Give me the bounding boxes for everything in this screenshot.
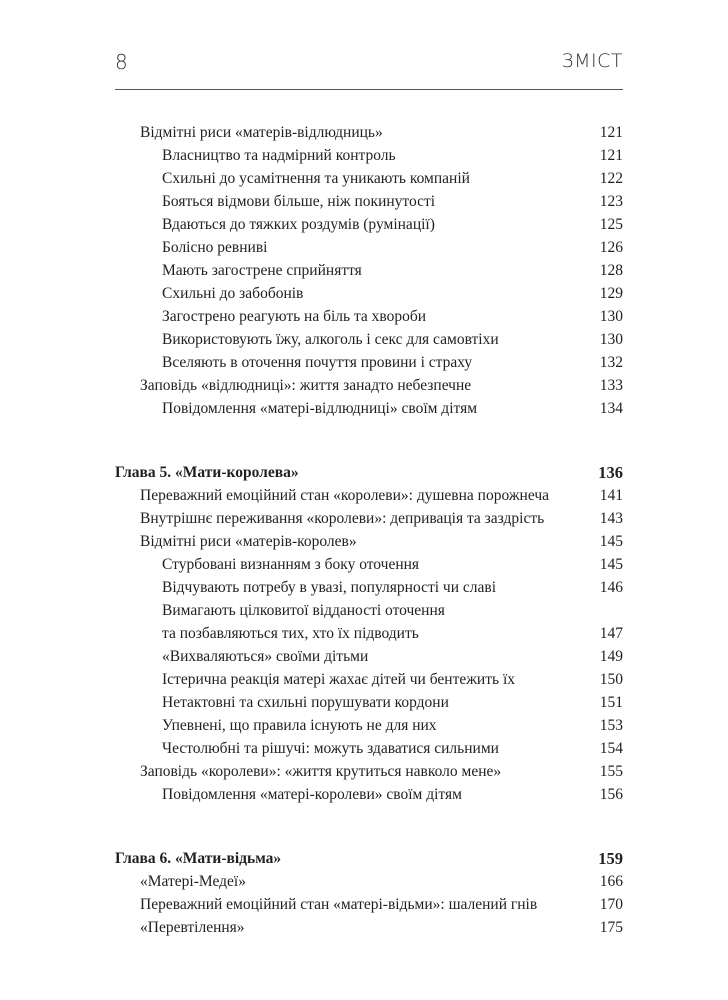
chapter-page: 136 [598, 463, 623, 482]
toc-entry[interactable] [115, 645, 623, 668]
toc-entry-page: 145 [599, 556, 623, 573]
toc-entry-page: 166 [599, 873, 623, 890]
toc-entry-page: 133 [599, 377, 623, 394]
toc-entry[interactable] [115, 397, 623, 420]
chapter-page: 159 [598, 849, 623, 868]
toc-entry[interactable] [115, 576, 623, 599]
toc-entry-label: Відмітні риси «матерів-королев» [140, 533, 357, 550]
toc-entry[interactable] [115, 553, 623, 576]
toc-entry-label: Мають загострене сприйняття [162, 262, 362, 279]
toc-entry[interactable] [115, 760, 623, 783]
toc-entry-page: 121 [599, 147, 623, 164]
toc-entry-label: Переважний емоційний стан «матері-відьми»: шалений гнів [140, 896, 538, 913]
toc-entry[interactable] [115, 599, 623, 645]
toc-entry-label: «Матері-Медеї» [140, 873, 246, 890]
toc-entry[interactable] [115, 121, 623, 144]
toc-entry-label: Бояться відмови більше, ніж покинутості [162, 193, 436, 210]
table-of-contents [115, 121, 623, 939]
toc-entry-page: 126 [599, 239, 623, 256]
chapter-title: Глава 6. «Мати-відьма» [115, 850, 282, 867]
toc-entry-page: 154 [599, 740, 623, 757]
section-gap [115, 420, 623, 461]
toc-entry-label: Болісно ревниві [162, 239, 268, 256]
toc-entry-page: 170 [599, 896, 623, 913]
toc-entry-page: 153 [599, 717, 623, 734]
toc-entry-page: 141 [599, 487, 623, 504]
toc-entry-page: 150 [599, 671, 623, 688]
toc-entry[interactable] [115, 783, 623, 806]
section-gap [115, 806, 623, 847]
toc-entry[interactable] [115, 374, 623, 397]
toc-entry[interactable] [115, 507, 623, 530]
toc-entry-page: 128 [599, 262, 623, 279]
toc-entry-label: Заповідь «відлюдниці»: життя занадто небезпечне [140, 377, 472, 394]
chapter-heading-5[interactable] [115, 461, 623, 484]
toc-entry-label: Честолюбні та рішучі: можуть здаватися сильними [162, 740, 499, 757]
toc-entry[interactable] [115, 893, 623, 916]
toc-entry-label: Власництво та надмірний контроль [162, 147, 396, 164]
toc-entry-label: «Перевтілення» [140, 919, 245, 936]
toc-entry-page: 147 [599, 625, 623, 642]
toc-entry-label: Повідомлення «матері-королеви» своїм дітям [162, 786, 462, 803]
toc-entry[interactable] [115, 236, 623, 259]
toc-entry-label: Відмітні риси «матерів-відлюдниць» [140, 124, 383, 141]
toc-entry[interactable] [115, 870, 623, 893]
toc-entry[interactable] [115, 351, 623, 374]
toc-entry[interactable] [115, 213, 623, 236]
toc-entry-label: Схильні до забобонів [162, 285, 304, 302]
toc-entry-page: 151 [599, 694, 623, 711]
page-number: 8 [115, 50, 128, 74]
toc-entry-page: 130 [599, 308, 623, 325]
toc-entry-page: 143 [599, 510, 623, 527]
toc-entry[interactable] [115, 167, 623, 190]
toc-entry[interactable] [115, 144, 623, 167]
toc-entry-label: Схильні до усамітнення та уникають компаній [162, 170, 470, 187]
toc-entry-label: Нетактовні та схильні порушувати кордони [162, 694, 449, 711]
toc-entry-page: 129 [599, 285, 623, 302]
toc-entry-label: Переважний емоційний стан «королеви»: душевна порожнеча [140, 487, 550, 504]
chapter-heading-6[interactable] [115, 847, 623, 870]
toc-entry[interactable] [115, 737, 623, 760]
toc-entry[interactable] [115, 714, 623, 737]
toc-entry-label: Використовують їжу, алкоголь і секс для самовтіхи [162, 331, 499, 348]
header-rule [115, 89, 623, 90]
toc-entry-page: 132 [599, 354, 623, 371]
toc-entry-label: Вселяють в оточення почуття провини і страху [162, 354, 473, 371]
toc-entry[interactable] [115, 668, 623, 691]
toc-entry-page: 149 [599, 648, 623, 665]
toc-entry-label: «Вихваляються» своїми дітьми [162, 648, 369, 665]
toc-entry[interactable] [115, 916, 623, 939]
toc-entry-page: 130 [599, 331, 623, 348]
toc-entry-page: 122 [599, 170, 623, 187]
toc-entry[interactable] [115, 484, 623, 507]
toc-entry-label: Відчувають потребу в увазі, популярності чи славі [162, 579, 497, 596]
toc-entry-label: Вдаються до тяжких роздумів (румінації) [162, 216, 435, 233]
toc-entry-label: Стурбовані визнанням з боку оточення [162, 556, 420, 573]
toc-entry-label: Загострено реагують на біль та хвороби [162, 308, 427, 325]
toc-entry-label [162, 599, 602, 645]
toc-entry-label-line1: Вимагають цілковитої відданості оточення [162, 602, 445, 619]
toc-entry[interactable] [115, 305, 623, 328]
toc-entry-page: 145 [599, 533, 623, 550]
toc-entry-page: 156 [599, 786, 623, 803]
toc-entry[interactable] [115, 328, 623, 351]
page-header [115, 50, 623, 80]
toc-entry[interactable] [115, 190, 623, 213]
toc-entry-label: Упевнені, що правила існують не для них [162, 717, 437, 734]
toc-entry-label: Заповідь «королеви»: «життя крутиться навколо мене» [140, 763, 502, 780]
toc-entry[interactable] [115, 530, 623, 553]
toc-entry[interactable] [115, 282, 623, 305]
chapter-title: Глава 5. «Мати-королева» [115, 464, 299, 481]
toc-entry-page: 146 [599, 579, 623, 596]
toc-entry-label-line2: та позбавляються тих, хто їх підводить [162, 625, 419, 642]
running-title: ЗМІСТ [561, 50, 623, 72]
toc-entry-page: 125 [599, 216, 623, 233]
toc-entry-page: 123 [599, 193, 623, 210]
toc-entry-label: Істерична реакція матері жахає дітей чи бентежить їх [162, 671, 515, 688]
toc-entry-label: Повідомлення «матері-відлюдниці» своїм дітям [162, 400, 478, 417]
toc-entry[interactable] [115, 259, 623, 282]
toc-entry-page: 175 [599, 919, 623, 936]
toc-entry-page: 121 [599, 124, 623, 141]
toc-entry-label: Внутрішнє переживання «королеви»: депривація та заздрість [140, 510, 545, 527]
toc-entry-page: 155 [599, 763, 623, 780]
toc-entry-page: 134 [599, 400, 623, 417]
toc-entry[interactable] [115, 691, 623, 714]
